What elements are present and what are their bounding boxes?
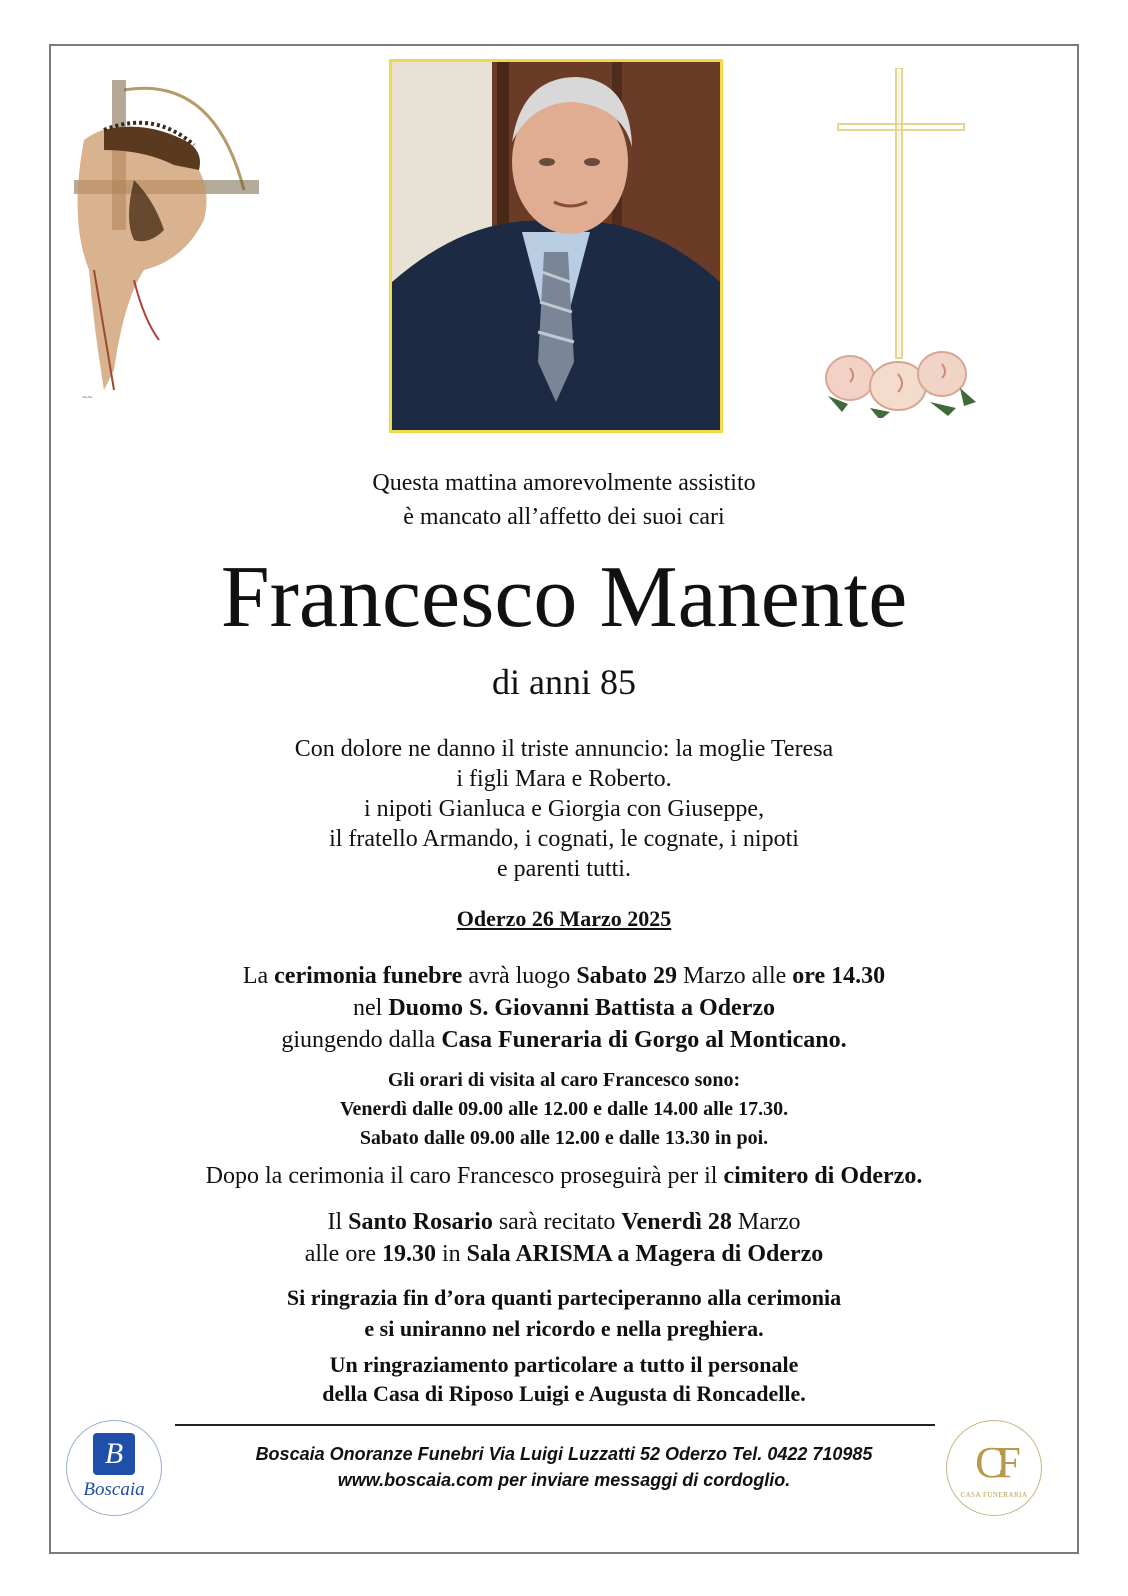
rosary-day: Venerdì 28 bbox=[621, 1209, 732, 1235]
rosary-text: Marzo bbox=[731, 1209, 801, 1235]
deceased-name: Francesco Manente bbox=[220, 549, 908, 646]
visiting-hours-line: Sabato dalle 09.00 alle 12.00 e dalle 13.30 in poi. bbox=[359, 1127, 769, 1149]
casa-funeraria-logo bbox=[946, 1420, 1042, 1516]
announcement-line: Con dolore ne danno il triste annuncio: la moglie Teresa bbox=[294, 736, 834, 762]
rosary-block bbox=[0, 1206, 1128, 1270]
cross-with-roses bbox=[820, 68, 980, 418]
ceremony-time: ore 14.30 bbox=[792, 963, 886, 989]
cemetery-line bbox=[0, 1160, 1128, 1192]
christ-illustration bbox=[64, 70, 264, 420]
boscaia-logo-mark bbox=[93, 1433, 135, 1475]
announcement-line: i figli Mara e Roberto. bbox=[456, 766, 672, 792]
rosary-location: Sala ARISMA a Magera di Oderzo bbox=[466, 1241, 824, 1267]
ceremony-text: avrà luogo bbox=[462, 963, 577, 989]
ceremony-location: Duomo S. Giovanni Battista a Oderzo bbox=[388, 995, 775, 1021]
footer-website: www.boscaia.com per inviare messaggi di cordoglio. bbox=[337, 1470, 791, 1490]
ceremony-text: giungendo dalla bbox=[281, 1027, 442, 1053]
thanks-block bbox=[0, 1282, 1128, 1344]
special-thanks-block bbox=[0, 1350, 1128, 1408]
ceremony-text-bold: cerimonia funebre bbox=[274, 963, 463, 989]
intro-line-1: Questa mattina amorevolmente assistito bbox=[372, 470, 756, 496]
ceremony-origin: Casa Funeraria di Gorgo al Monticano. bbox=[441, 1027, 847, 1053]
casa-funeraria-name: CASA FUNERARIA bbox=[960, 1491, 1028, 1499]
thanks-line: e si uniranno nel ricordo e nella preghiera. bbox=[364, 1316, 764, 1341]
visiting-hours-line: Venerdì dalle 09.00 alle 12.00 e dalle 14.00 alle 17.30. bbox=[339, 1098, 789, 1120]
svg-text:~~: ~~ bbox=[82, 392, 93, 402]
ceremony-day: Sabato 29 bbox=[576, 963, 677, 989]
visiting-hours-line: Gli orari di visita al caro Francesco sono: bbox=[387, 1069, 741, 1091]
rosary-text: alle ore bbox=[304, 1241, 382, 1267]
ceremony-text: La bbox=[242, 963, 275, 989]
thanks-line: Si ringrazia fin d’ora quanti parteciperanno alla cerimonia bbox=[286, 1285, 842, 1310]
casa-funeraria-monogram: CF bbox=[975, 1438, 1013, 1487]
footer-divider bbox=[175, 1424, 935, 1426]
announcement-line: il fratello Armando, i cognati, le cognate, i nipoti bbox=[329, 826, 799, 852]
intro-text bbox=[0, 466, 1128, 534]
boscaia-logo bbox=[66, 1420, 162, 1516]
visiting-hours bbox=[0, 1066, 1128, 1153]
boscaia-logo-letter: B bbox=[104, 1437, 124, 1470]
footer-address: Boscaia Onoranze Funebri Via Luigi Luzzatti 52 Oderzo Tel. 0422 710985 bbox=[255, 1444, 873, 1464]
ceremony-text: Marzo alle bbox=[677, 963, 793, 989]
special-thanks-line: della Casa di Riposo Luigi e Augusta di Roncadelle. bbox=[322, 1381, 806, 1406]
deceased-age: di anni 85 bbox=[492, 662, 636, 702]
announcement-block bbox=[0, 734, 1128, 884]
rosary-title: Santo Rosario bbox=[348, 1209, 493, 1235]
rosary-text: in bbox=[435, 1241, 467, 1267]
announcement-line: e parenti tutti. bbox=[497, 856, 631, 882]
cemetery-place: cimitero di Oderzo. bbox=[723, 1163, 923, 1189]
rosary-text: sarà recitato bbox=[492, 1209, 622, 1235]
place-date: Oderzo 26 Marzo 2025 bbox=[456, 906, 672, 931]
special-thanks-line: Un ringraziamento particolare a tutto il personale bbox=[329, 1352, 799, 1377]
rosary-time: 19.30 bbox=[381, 1241, 436, 1267]
ceremony-text: nel bbox=[352, 995, 389, 1021]
announcement-line: i nipoti Gianluca e Giorgia con Giuseppe, bbox=[363, 796, 765, 822]
cemetery-text: Dopo la cerimonia il caro Francesco proseguirà per il bbox=[205, 1163, 724, 1189]
intro-line-2: è mancato all’affetto dei suoi cari bbox=[403, 504, 725, 530]
portrait-photo bbox=[389, 59, 723, 433]
rosary-text: Il bbox=[327, 1209, 349, 1235]
ceremony-block bbox=[0, 960, 1128, 1056]
boscaia-logo-name: Boscaia bbox=[83, 1479, 145, 1500]
